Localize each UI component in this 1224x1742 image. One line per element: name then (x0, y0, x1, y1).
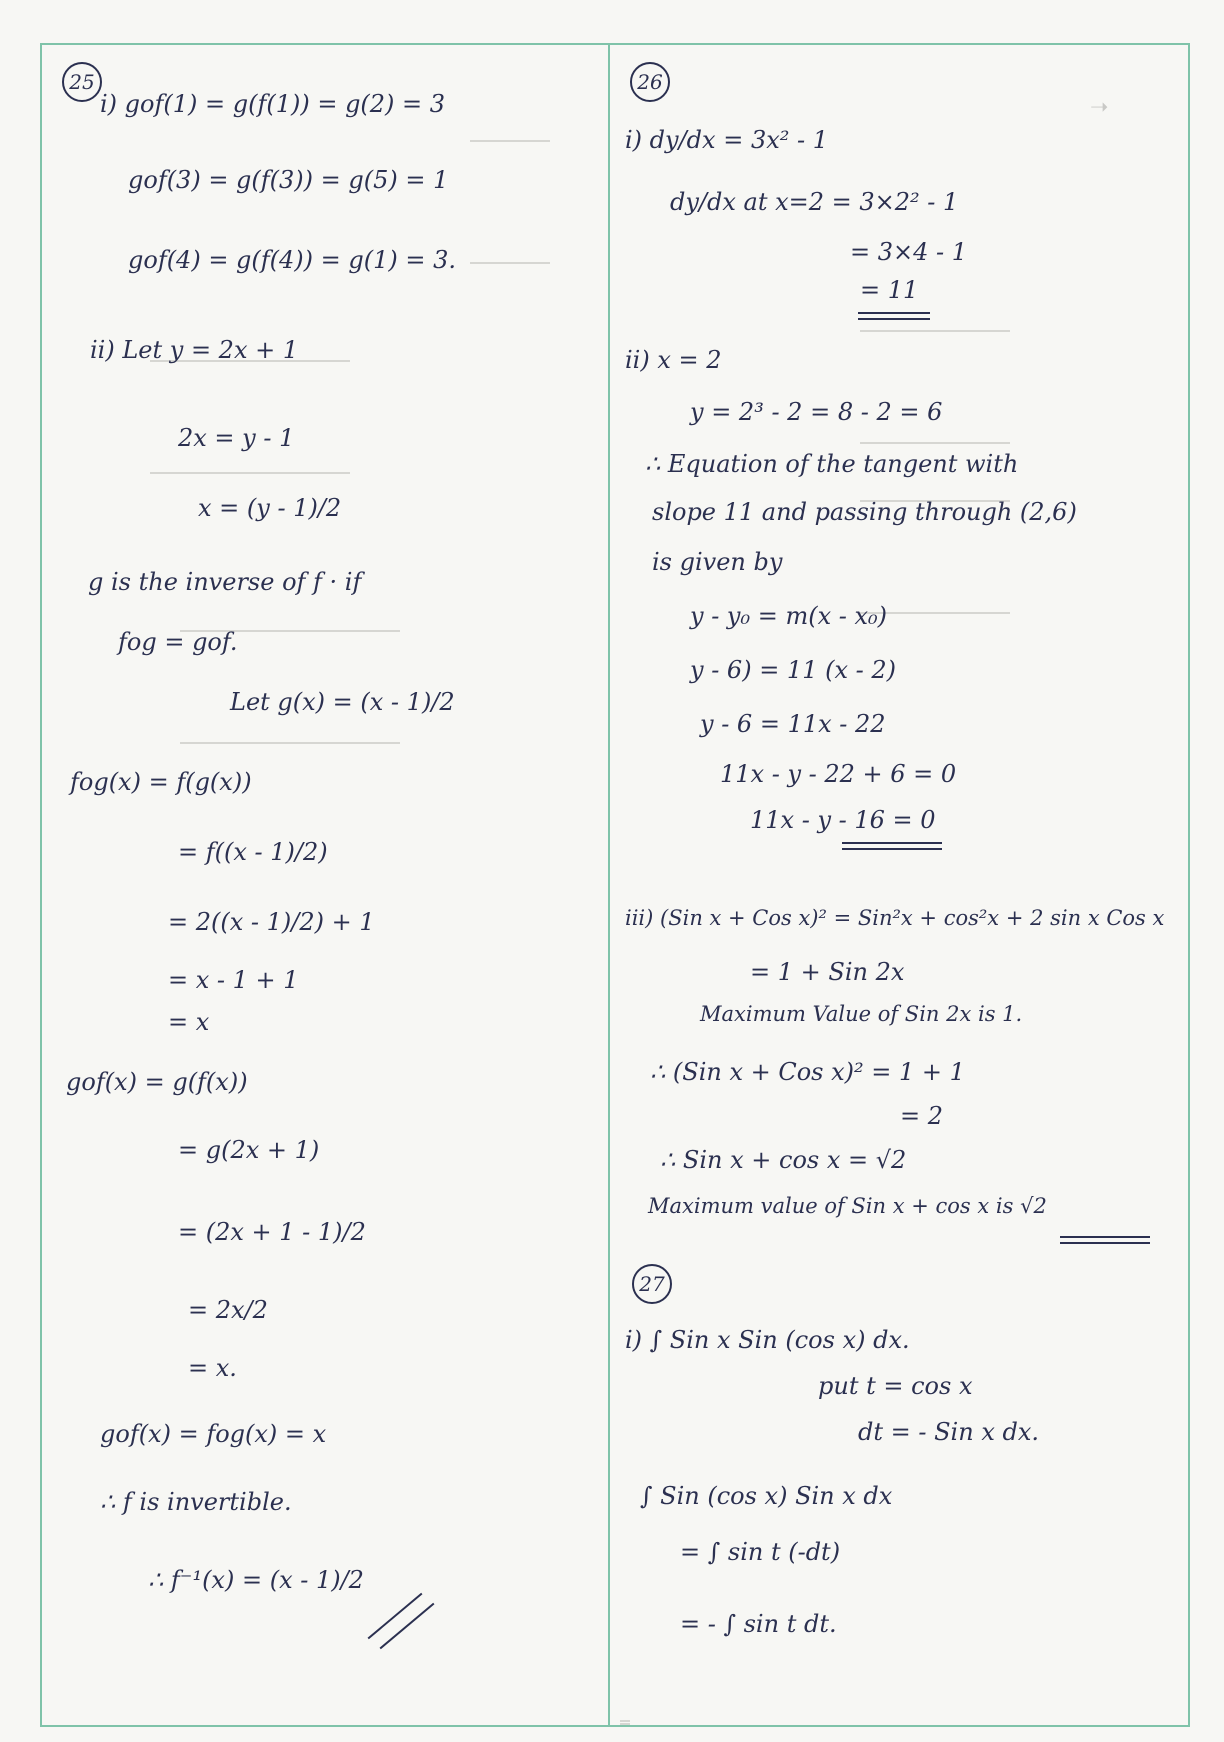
question-number-badge: 27 (632, 1264, 672, 1304)
bleed-through-bracket (860, 330, 1010, 444)
answer-underline (1060, 1236, 1150, 1238)
answer-underline (842, 842, 942, 844)
q26-line: Maximum Value of Sin 2x is 1. (700, 1002, 1023, 1026)
q26-line: y - y₀ = m(x - x₀) (690, 602, 888, 630)
page-border-left (40, 43, 42, 1727)
q26-line: = 1 + Sin 2x (750, 958, 905, 986)
final-answer-mark (380, 1603, 435, 1650)
question-number-badge: 25 (62, 62, 102, 102)
answer-underline (858, 312, 930, 314)
q25-line: fog = gof. (118, 628, 238, 656)
q25-line: = g(2x + 1) (178, 1136, 320, 1164)
final-answer-mark (368, 1593, 423, 1640)
q26-line: y - 6 = 11x - 22 (700, 710, 886, 738)
q25-line: g is the inverse of f · if (88, 568, 362, 596)
q26-line: iii) (Sin x + Cos x)² = Sin²x + cos²x + 2 sin x Cos x (625, 906, 1165, 930)
q26-line: = 3×4 - 1 (850, 238, 968, 266)
q26-line: ∴ Sin x + cos x = √2 (660, 1146, 907, 1174)
q25-line: gof(4) = g(f(4)) = g(1) = 3. (128, 246, 457, 274)
q25-line: = x - 1 + 1 (168, 966, 299, 994)
q26-line: ∴ (Sin x + Cos x)² = 1 + 1 (650, 1058, 965, 1086)
q27-line: put t = cos x (818, 1372, 973, 1400)
q26-line: 11x - y - 16 = 0 (750, 806, 936, 834)
q25-line: ∴ f⁻¹(x) = (x - 1)/2 (148, 1566, 364, 1594)
answer-underline (842, 848, 942, 850)
answer-underline (1060, 1242, 1150, 1244)
q27-line: = ∫ sin t (-dt) (680, 1538, 841, 1566)
q27-line: dt = - Sin x dx. (858, 1418, 1040, 1446)
q26-line: = 11 (860, 276, 919, 304)
q26-line: ii) x = 2 (625, 346, 722, 374)
q26-line: ∴ Equation of the tangent with (645, 450, 1019, 478)
page-border-bottom (40, 1725, 1190, 1727)
q26-line: dy/dx at x=2 = 3×2² - 1 (670, 188, 959, 216)
q25-line: = (2x + 1 - 1)/2 (178, 1218, 366, 1246)
q26-line: slope 11 and passing through (2,6) (652, 498, 1077, 526)
q25-line: Let g(x) = (x - 1)/2 (230, 688, 455, 716)
q25-line: ii) Let y = 2x + 1 (90, 336, 299, 364)
q26-line: y - 6) = 11 (x - 2) (690, 656, 896, 684)
page-border-top (40, 43, 1190, 45)
page-border-right (1188, 43, 1190, 1727)
bleed-through-bracket (150, 360, 350, 474)
q25-line: gof(x) = g(f(x)) (66, 1068, 248, 1096)
q25-line: x = (y - 1)/2 (198, 494, 342, 522)
q25-line: = f((x - 1)/2) (178, 838, 328, 866)
q25-line: = x (168, 1008, 210, 1036)
q25-line: 2x = y - 1 (178, 424, 295, 452)
q25-line: ∴ f is invertible. (100, 1488, 292, 1516)
bleed-through-bracket (620, 1720, 630, 1725)
q25-line: = 2x/2 (188, 1296, 268, 1324)
question-number-badge: 26 (630, 62, 670, 102)
q26-line: = 2 (900, 1102, 944, 1130)
bleed-through-bracket (470, 140, 550, 264)
q26-line: is given by (652, 548, 783, 576)
q26-line: y = 2³ - 2 = 8 - 2 = 6 (690, 398, 943, 426)
q25-line: gof(3) = g(f(3)) = g(5) = 1 (128, 166, 449, 194)
bleed-through-mark: ➝ (1090, 95, 1109, 120)
q27-line: = - ∫ sin t dt. (680, 1610, 837, 1638)
q25-line: gof(x) = fog(x) = x (100, 1420, 327, 1448)
answer-underline (858, 318, 930, 320)
q25-line: i) gof(1) = g(f(1)) = g(2) = 3 (100, 90, 446, 118)
q27-line: i) ∫ Sin x Sin (cos x) dx. (625, 1326, 910, 1354)
q27-line: ∫ Sin (cos x) Sin x dx (640, 1482, 893, 1510)
q26-line: 11x - y - 22 + 6 = 0 (720, 760, 957, 788)
q26-line: i) dy/dx = 3x² - 1 (625, 126, 829, 154)
q26-line: Maximum value of Sin x + cos x is √2 (648, 1194, 1047, 1218)
column-divider (608, 43, 610, 1727)
q25-line: = x. (188, 1354, 237, 1382)
q25-line: = 2((x - 1)/2) + 1 (168, 908, 375, 936)
q25-line: fog(x) = f(g(x)) (70, 768, 252, 796)
